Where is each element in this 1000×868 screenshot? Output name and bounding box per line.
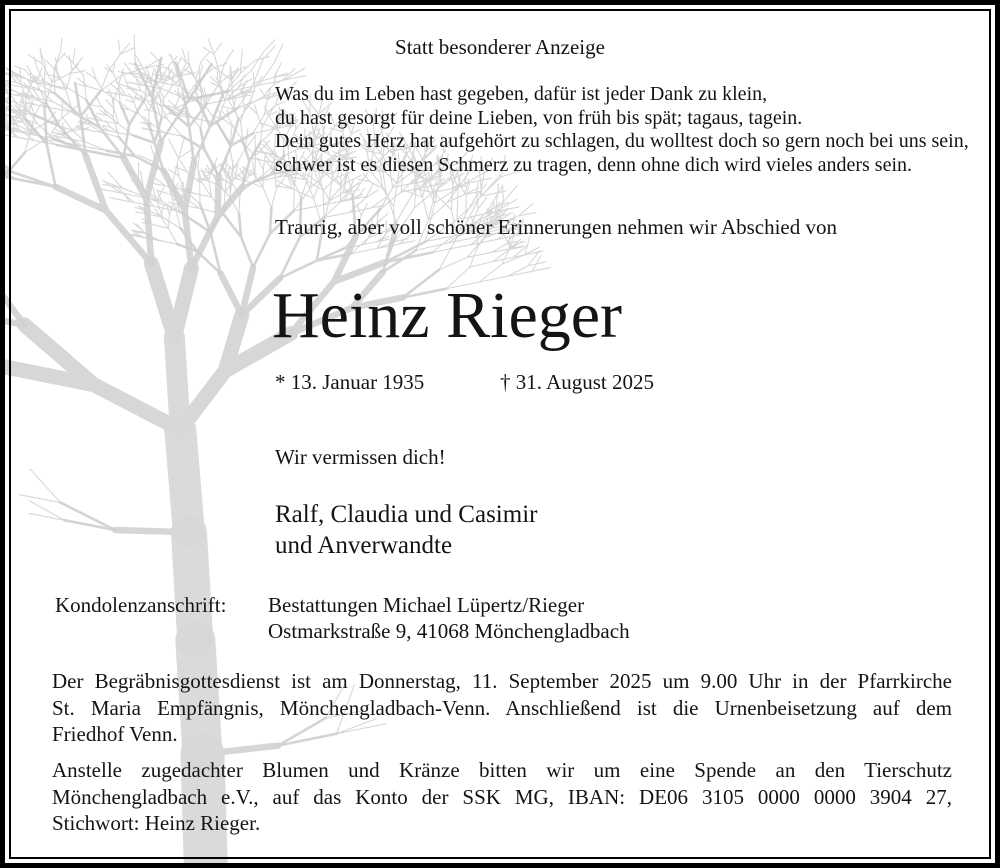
poem-line: du hast gesorgt für deine Lieben, von früh bis spät; tagaus, tagein.: [275, 106, 803, 129]
service-line: St. Maria Empfängnis, Mönchengladbach-Venn. Anschließend ist die Urnenbeisetzung auf dem: [52, 695, 952, 720]
service-line: Friedhof Venn.: [52, 722, 178, 746]
tree-branch: [189, 532, 195, 640]
farewell-intro: Traurig, aber voll schöner Erinnerungen nehmen wir Abschied von: [275, 215, 838, 239]
mourners-line: Ralf, Claudia und Casimir: [275, 501, 538, 528]
deceased-name: Heinz Rieger: [272, 279, 623, 352]
donation-line: Anstelle zugedachter Blumen und Kränze bitten wir um eine Spende an den Tierschutz: [52, 758, 952, 782]
farewell-line: Wir vermissen dich!: [275, 445, 446, 469]
mourners-list: [275, 499, 537, 561]
condolence-label: Kondolenzanschrift:: [55, 593, 227, 617]
memorial-poem: [275, 83, 969, 177]
condolence-address-line: Bestattungen Michael Lüpertz/Rieger: [268, 593, 585, 617]
donation-paragraph: [52, 757, 952, 837]
tree-branch: [180, 430, 189, 533]
condolence-address: [268, 592, 630, 644]
condolence-address-line: Ostmarkstraße 9, 41068 Mönchengladbach: [268, 619, 630, 643]
notice-header: Statt besonderer Anzeige: [395, 35, 605, 59]
tree-branch: [174, 337, 180, 429]
service-line: Der Begräbnisgottesdienst ist am Donnerstag, 11. September 2025 um 9.00 Uhr in der Pfarrkirche: [52, 669, 952, 693]
death-date: † 31. August 2025: [500, 370, 655, 394]
service-paragraph: [52, 668, 952, 748]
donation-line: Stichwort: Heinz Rieger.: [52, 811, 261, 835]
poem-line: schwer ist es diesen Schmerz zu tragen, denn ohne dich wird vieles anders sein.: [275, 153, 913, 176]
birth-date: * 13. Januar 1935: [275, 370, 425, 394]
mourners-line: und Anverwandte: [275, 532, 453, 559]
poem-line: Dein gutes Herz hat aufgehört zu schlagen, du wolltest doch so gern noch bei uns sein,: [275, 130, 969, 152]
poem-line: Was du im Leben hast gegeben, dafür ist jeder Dank zu klein,: [275, 83, 768, 105]
donation-line: Mönchengladbach e.V., auf das Konto der SSK MG, IBAN: DE06 3105 0000 0000 3904 27,: [52, 784, 952, 809]
